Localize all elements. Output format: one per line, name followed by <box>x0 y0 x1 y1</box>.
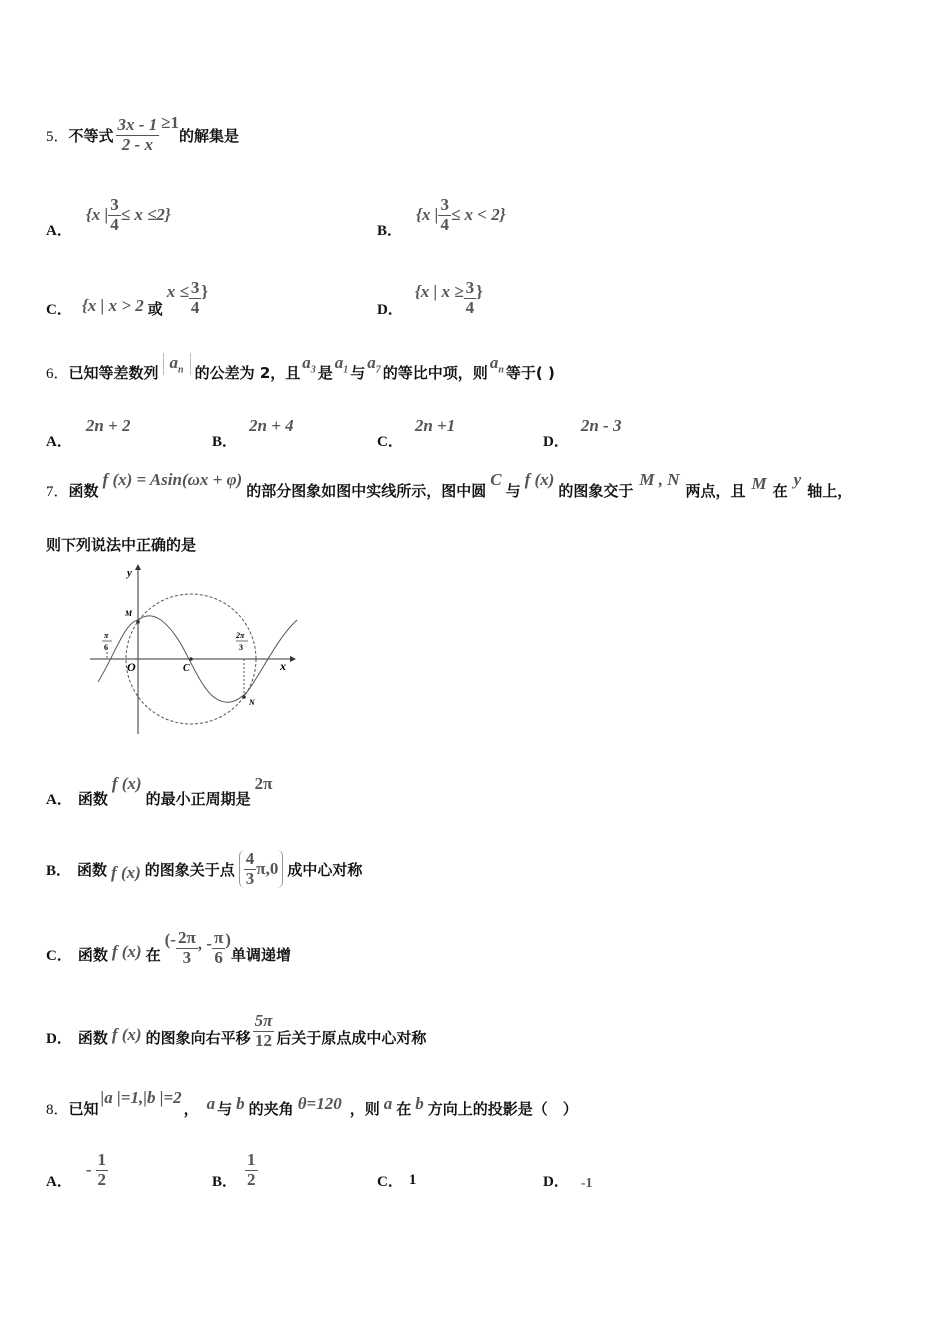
q5-option-a-label: A． <box>46 222 72 239</box>
q5-stem <box>46 100 239 170</box>
x-axis-arrow-icon <box>290 656 296 662</box>
q7-text-2: 的部分图象如图中实线所示，图中圆 <box>246 481 487 500</box>
q8-stem <box>46 1088 578 1128</box>
q5-fraction-denominator: 2 - x <box>116 135 160 155</box>
q7-option-c[interactable] <box>46 915 291 981</box>
q7-option-d-text-2: 的图象向右平移 <box>145 1028 251 1047</box>
q6-option-b-label: B． <box>212 433 238 450</box>
q8-option-b-fraction <box>245 1151 258 1189</box>
q5-option-c-post: x ≤ <box>166 282 189 301</box>
q8-option-a-fraction <box>96 1151 109 1189</box>
q7-option-a[interactable] <box>46 772 272 812</box>
q7-y-axis: y <box>793 470 802 489</box>
q6-option-c-label: C． <box>377 433 403 450</box>
q7-option-b-label: B． <box>46 862 72 879</box>
q7-option-b-point <box>239 850 284 888</box>
q8-option-c[interactable] <box>377 1144 416 1196</box>
q8-b-2: b <box>415 1094 424 1113</box>
label-o: O <box>127 660 136 674</box>
label-x: x <box>280 659 286 673</box>
q6-option-d[interactable] <box>543 410 622 450</box>
q7-stem-line1 <box>46 470 852 510</box>
q7-option-c-n1: 2π <box>177 927 196 947</box>
q7-function: f (x) = Asin(ωx + φ) <box>102 470 243 489</box>
q7-graph <box>85 562 305 742</box>
q8-option-d[interactable] <box>543 1144 593 1196</box>
label-right-num: 2π <box>236 631 245 640</box>
q7-option-d-num: 5π <box>254 1010 273 1030</box>
q8-option-b-den: 2 <box>247 1169 256 1189</box>
q7-number: 7． <box>46 483 69 500</box>
q6-text-1: 已知等差数列 <box>68 363 159 382</box>
q8-option-a[interactable] <box>46 1144 108 1196</box>
q8-text-1: 已知 <box>68 1099 99 1118</box>
q5-suffix: 的解集是 <box>179 126 240 145</box>
label-right-den: 3 <box>239 643 243 652</box>
q8-option-b[interactable] <box>212 1144 258 1196</box>
q7-option-c-open: (- <box>164 930 176 949</box>
q8-text-2: ， <box>183 1099 199 1118</box>
q8-condition: |a |=1,|b |=2 <box>100 1088 182 1107</box>
q7-stem-line2: 则下列说法中正确的是 <box>46 536 197 554</box>
q6-text-4: 与 <box>350 363 366 382</box>
q8-text-6: 在 <box>396 1099 412 1118</box>
q8-option-a-num: 1 <box>97 1149 107 1169</box>
q7-option-b-den: 3 <box>245 868 255 888</box>
label-y: y <box>127 567 132 579</box>
q6-an <box>490 353 504 375</box>
q7-option-c-label: C． <box>46 947 72 964</box>
q5-option-a-pre: {x | <box>85 205 109 224</box>
q7-text-6: 在 <box>772 481 788 500</box>
q7-option-c-d2: 6 <box>212 948 225 968</box>
q5-prefix: 不等式 <box>68 126 114 145</box>
q5-option-b-den: 4 <box>440 214 449 234</box>
q5-inequality-fraction <box>116 116 160 154</box>
q6-text-2: 的公差为 2，且 <box>194 363 301 382</box>
q7-circle-c: C <box>490 470 502 489</box>
q5-option-d-pre: {x | x ≥ <box>414 282 464 301</box>
q6-seq-sub: n <box>178 364 184 376</box>
q7-option-d-fraction <box>253 1012 275 1050</box>
q6-a7-sub: 7 <box>375 364 381 376</box>
q5-option-c-pre: {x | x > 2 <box>81 296 144 315</box>
q8-number: 8． <box>46 1101 69 1118</box>
q7-option-b-fraction <box>244 850 257 888</box>
q6-text-6: 等于( ) <box>505 363 555 382</box>
q8-option-c-label: C． <box>377 1173 403 1190</box>
q6-option-d-label: D． <box>543 433 569 450</box>
q6-option-a-label: A． <box>46 433 72 450</box>
q6-option-c[interactable] <box>377 410 456 450</box>
q7-option-b-num: 4 <box>245 848 255 868</box>
q5-option-a-post: ≤ x ≤2} <box>120 205 171 224</box>
q7-option-a-label: A． <box>46 791 72 808</box>
q6-option-b[interactable] <box>212 410 294 450</box>
q6-option-c-value: 2n +1 <box>414 416 456 435</box>
q8-text-3: 与 <box>217 1099 233 1118</box>
q5-option-d-label: D． <box>377 301 403 318</box>
q8-a: a <box>206 1094 216 1113</box>
q7-option-a-value: 2π <box>254 774 273 793</box>
y-axis-arrow-icon <box>135 564 141 570</box>
q5-option-a-den: 4 <box>110 214 119 234</box>
q6-option-d-value: 2n - 3 <box>580 416 622 435</box>
q8-option-c-value: 1 <box>408 1171 417 1188</box>
q5-option-b-pre: {x | <box>416 205 439 224</box>
q7-text-4: 的图象交于 <box>558 481 634 500</box>
q6-text-5: 的等比中项，则 <box>382 363 488 382</box>
q7-option-c-text-3: 单调递增 <box>230 945 291 964</box>
q6-a7 <box>367 353 381 375</box>
q6-a1-a: a <box>334 352 344 372</box>
q7-option-a-text-2: 的最小正周期是 <box>145 789 251 808</box>
q5-option-d-den: 4 <box>465 297 475 317</box>
q5-option-c-fraction <box>189 279 202 317</box>
q8-option-b-label: B． <box>212 1173 238 1190</box>
q5-fraction-numerator: 3x - 1 <box>117 114 158 134</box>
q6-option-b-value: 2n + 4 <box>249 416 294 435</box>
q5-option-d[interactable] <box>377 268 483 328</box>
q6-a7-a: a <box>367 352 376 372</box>
q7-text-1: 函数 <box>68 481 99 500</box>
q6-a1 <box>335 353 349 375</box>
q7-option-d-text-1: 函数 <box>77 1028 108 1047</box>
q8-option-a-label: A． <box>46 1173 72 1190</box>
q7-text-3: 与 <box>505 481 521 500</box>
q6-a3 <box>302 353 316 375</box>
q5-option-d-fraction <box>464 279 477 317</box>
q8-text-7: 方向上的投影是（ ） <box>427 1099 578 1118</box>
q5-option-b-fraction <box>438 196 451 234</box>
q7-option-c-close: ) <box>225 930 231 949</box>
q7-option-b-fx: f (x) <box>111 863 141 882</box>
q8-option-a-den: 2 <box>97 1169 107 1189</box>
q5-option-b-label: B． <box>377 222 403 239</box>
q7-option-c-fraction-2 <box>212 929 225 967</box>
q5-option-c-den: 4 <box>190 297 200 317</box>
q7-option-c-text-2: 在 <box>145 945 161 964</box>
q5-option-d-num: 3 <box>465 277 475 297</box>
q7-option-a-fx: f (x) <box>111 774 142 793</box>
label-c: C <box>183 663 190 674</box>
q5-option-c-num: 3 <box>190 277 200 297</box>
q7-option-b-text-3: 成中心对称 <box>287 860 363 879</box>
point-m <box>136 620 140 624</box>
q6-number: 6． <box>46 365 69 382</box>
q6-a3-a: a <box>302 352 311 372</box>
label-m: M <box>125 609 133 618</box>
q6-a1-sub: 1 <box>343 364 349 376</box>
q6-text-3: 是 <box>317 363 333 382</box>
q7-text-7: 轴上， <box>807 481 853 500</box>
q8-text-4: 的夹角 <box>248 1099 294 1118</box>
q7-option-a-text-1: 函数 <box>77 789 108 808</box>
q7-fx: f (x) <box>524 470 555 489</box>
q7-option-b-text-2: 的图象关于点 <box>144 860 235 879</box>
q8-option-d-value: -1 <box>580 1176 593 1191</box>
q7-option-d-fx: f (x) <box>111 1025 142 1044</box>
label-n: N <box>249 698 255 707</box>
q8-angle: θ=120 <box>297 1094 342 1113</box>
q7-option-c-fraction-1 <box>176 929 198 967</box>
q5-option-d-post: } <box>476 282 483 301</box>
q6-option-a-value: 2n + 2 <box>85 416 131 435</box>
q7-point-m: M <box>751 474 767 493</box>
q6-a3-sub: 3 <box>310 364 316 376</box>
q5-relation: ≥1 <box>161 113 180 132</box>
q5-number: 5． <box>46 128 69 145</box>
q8-b: b <box>236 1094 245 1113</box>
point-c <box>189 657 193 661</box>
q5-option-a[interactable] <box>46 185 171 245</box>
q8-option-d-label: D． <box>543 1173 569 1190</box>
q7-option-b[interactable] <box>46 836 362 902</box>
q7-option-c-fx: f (x) <box>111 942 142 961</box>
q7-option-c-sep: , - <box>197 934 212 953</box>
q6-an-a: a <box>489 352 499 372</box>
q7-option-b-rest: π,0 <box>256 859 279 878</box>
q7-option-d-den: 12 <box>253 1031 275 1051</box>
q7-points: M , N <box>639 470 680 489</box>
q5-option-b[interactable] <box>377 185 506 245</box>
q6-seq-a: a <box>169 352 179 372</box>
q7-option-d[interactable] <box>46 998 426 1064</box>
label-left-num: π <box>104 631 109 640</box>
q8-option-a-sign: - <box>85 1160 92 1179</box>
q7-text-5: 两点，且 <box>685 481 746 500</box>
q6-seq <box>163 353 191 375</box>
q8-text-5: ，则 <box>349 1099 380 1118</box>
q8-a-2: a <box>383 1094 393 1113</box>
point-n <box>242 695 246 699</box>
q7-option-c-text-1: 函数 <box>77 945 108 964</box>
q7-option-c-d1: 3 <box>176 948 198 968</box>
label-left-den: 6 <box>104 643 108 652</box>
q7-option-b-text-1: 函数 <box>77 860 108 879</box>
q5-option-c[interactable] <box>46 268 208 328</box>
q6-stem <box>46 352 555 392</box>
q5-option-b-post: ≤ x < 2} <box>450 205 506 224</box>
q5-option-a-fraction <box>108 196 121 234</box>
q8-option-b-num: 1 <box>247 1149 256 1169</box>
q7-option-c-n2: π <box>213 927 224 947</box>
q5-option-a-num: 3 <box>110 194 119 214</box>
q5-option-c-or: 或 <box>147 299 163 318</box>
q5-option-c-label: C． <box>46 301 72 318</box>
q5-option-b-num: 3 <box>440 194 449 214</box>
q7-option-d-label: D． <box>46 1030 72 1047</box>
q6-option-a[interactable] <box>46 410 131 450</box>
q5-option-c-close: } <box>201 282 209 301</box>
q7-option-d-text-3: 后关于原点成中心对称 <box>276 1028 427 1047</box>
q6-an-sub: n <box>498 364 504 376</box>
